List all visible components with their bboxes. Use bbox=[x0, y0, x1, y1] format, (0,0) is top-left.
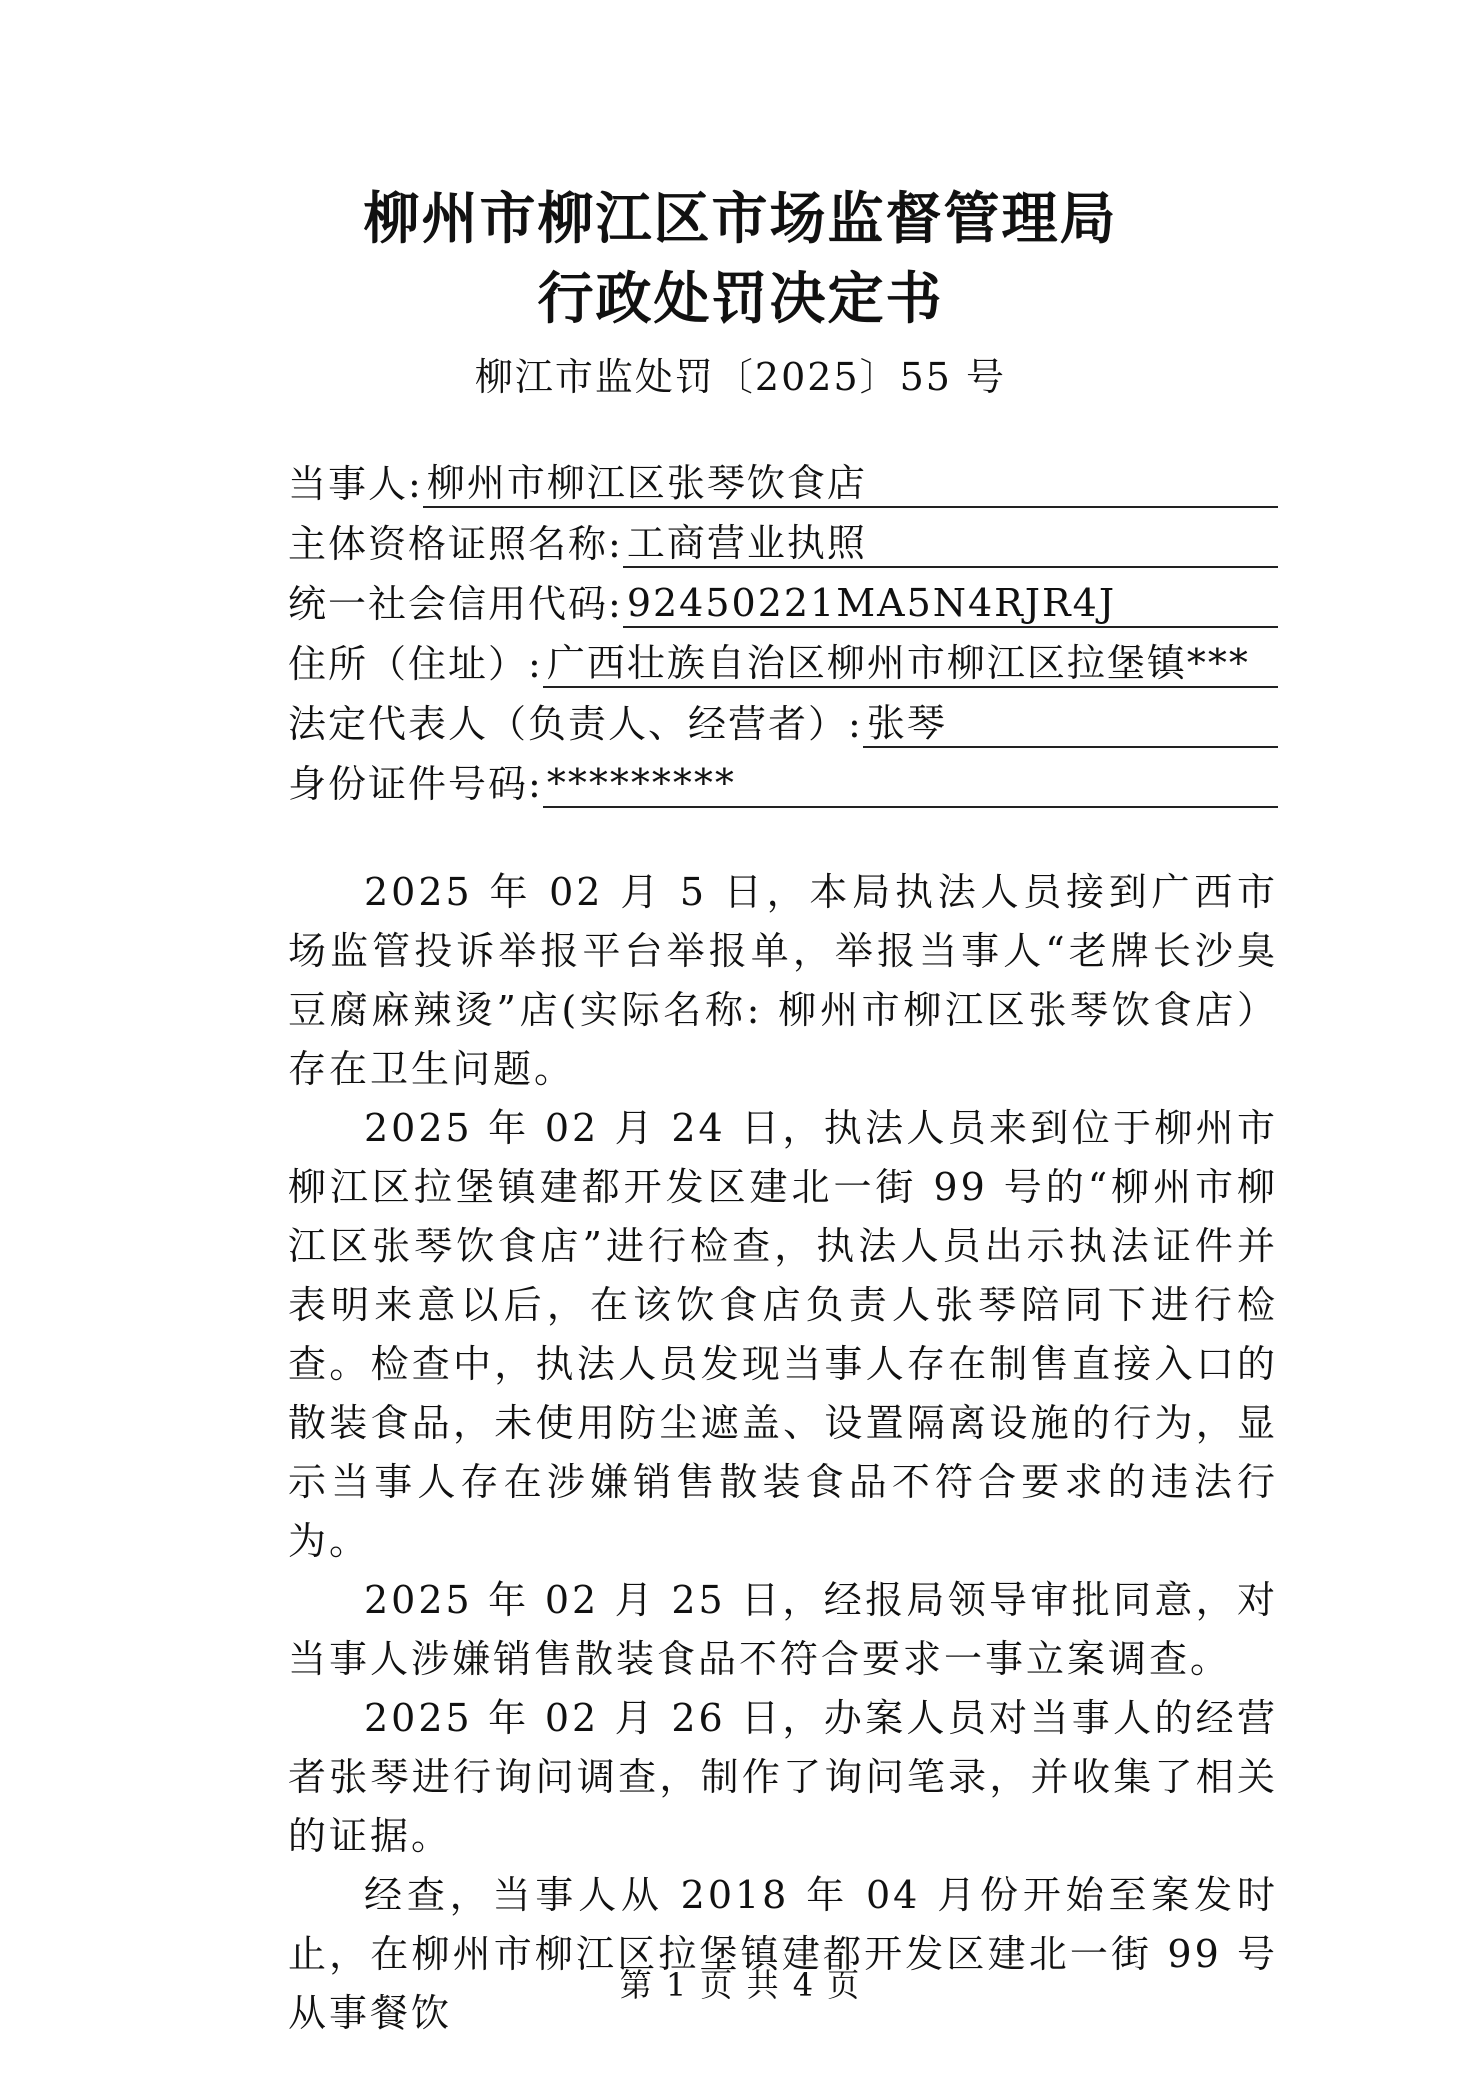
party-name-row bbox=[288, 448, 1278, 508]
page-indicator: 第 1 页 共 4 页 bbox=[619, 1966, 862, 2004]
license-label: 主体资格证照名称: bbox=[288, 522, 623, 566]
issuer-title: 柳州市柳江区市场监督管理局 bbox=[363, 187, 1118, 252]
body-text bbox=[288, 863, 1278, 2043]
credit-code-value: 92450221MA5N4RJR4J bbox=[623, 580, 1278, 628]
paragraph: 2025 年 02 月 5 日，本局执法人员接到广西市场监管投诉举报平台举报单，举报当事人“老牌长沙臭豆腐麻辣烫”店(实际名称: 柳州市柳江区张琴饮食店）存在卫生问题。 bbox=[288, 870, 1278, 1091]
party-name-label: 当事人: bbox=[288, 462, 423, 506]
license-value: 工商营业执照 bbox=[623, 520, 1278, 568]
paragraph: 2025 年 02 月 25 日，经报局领导审批同意，对当事人涉嫌销售散装食品不符合要求一事立案调查。 bbox=[288, 1578, 1278, 1681]
legal-rep-value: 张琴 bbox=[863, 700, 1278, 748]
party-info bbox=[288, 448, 1278, 808]
address-label: 住所（住址）: bbox=[288, 642, 543, 686]
id-number-row bbox=[288, 748, 1278, 808]
paragraph: 2025 年 02 月 26 日，办案人员对当事人的经营者张琴进行询问调查，制作了询问笔录，并收集了相关的证据。 bbox=[288, 1696, 1278, 1858]
id-number-value: ********* bbox=[543, 760, 1278, 808]
id-number-label: 身份证件号码: bbox=[288, 762, 543, 806]
party-name-value: 柳州市柳江区张琴饮食店 bbox=[423, 460, 1278, 508]
document-title: 行政处罚决定书 bbox=[537, 267, 944, 332]
credit-code-row bbox=[288, 568, 1278, 628]
legal-rep-row bbox=[288, 688, 1278, 748]
address-row bbox=[288, 628, 1278, 688]
address-value: 广西壮族自治区柳州市柳江区拉堡镇*** bbox=[543, 640, 1278, 688]
paragraph: 2025 年 02 月 24 日，执法人员来到位于柳州市柳江区拉堡镇建都开发区建北一街 99 号的“柳州市柳江区张琴饮食店”进行检查，执法人员出示执法证件并表明来意以后，在该饮食店负责人张琴陪同下进行检查。检查中，执法人员发现当事人存在制售直接入口的散装食品，未使用防尘遮盖、设置隔离设施的行为，显示当事人存在涉嫌销售散装食品不符合要求的违法行为。 bbox=[288, 1106, 1278, 1563]
license-row bbox=[288, 508, 1278, 568]
paragraph: 经查，当事人从 2018 年 04 月份开始至案发时止，在柳州市柳江区拉堡镇建都开发区建北一街 99 号从事餐饮 bbox=[288, 1873, 1278, 2035]
credit-code-label: 统一社会信用代码: bbox=[288, 582, 623, 626]
legal-rep-label: 法定代表人（负责人、经营者）: bbox=[288, 702, 863, 746]
document-number: 柳江市监处罚〔2025〕55 号 bbox=[474, 355, 1007, 399]
